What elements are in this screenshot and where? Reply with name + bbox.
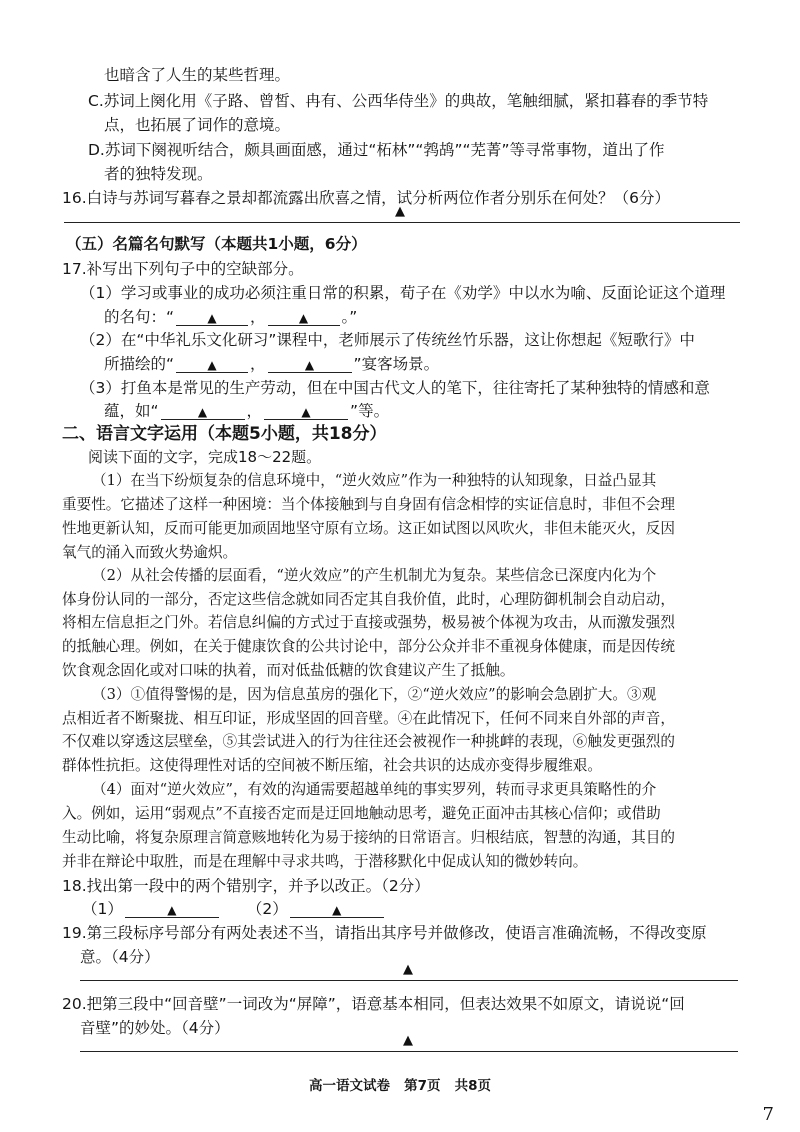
answer-marker: ▲ bbox=[395, 204, 405, 219]
answer-marker: ▲ bbox=[301, 405, 311, 419]
answer-marker: ▲ bbox=[332, 903, 342, 917]
q18-blanks bbox=[82, 898, 386, 920]
passage-intro: 阅读下面的文字，完成18～22题。 bbox=[88, 448, 322, 466]
passage-line: （4）面对“逆火效应”，有效的沟通需要超越单纯的事实罗列，转而寻求更具策略性的介 bbox=[92, 781, 657, 798]
passage-line: 饮食观念固化或对口味的执着，而对低盐低糖的饮食建议产生了抵触。 bbox=[62, 662, 515, 679]
part-2-title: 二、语言文字运用（本题5小题，共18分） bbox=[62, 424, 387, 444]
q17-2-prompt: （2）在“中华礼乐文化研习”课程中，老师展示了传统丝竹乐器，这让你想起《短歌行》中 bbox=[80, 331, 695, 349]
passage-line: 并非在辩论中取胜，而是在理解中寻求共鸣，于潜移默化中促成认知的微妙转向。 bbox=[62, 853, 588, 870]
option-d-line2: 者的独特发现。 bbox=[104, 165, 213, 183]
separator: ， bbox=[250, 308, 266, 326]
option-c-line1: C.苏词上阕化用《子路、曾皙、冉有、公西华侍坐》的典故，笔触细腻，紧扣暮春的季节特 bbox=[88, 92, 709, 110]
q18-label-1: （1） bbox=[82, 900, 123, 918]
q17-3-prompt: （3）打鱼本是常见的生产劳动，但在中国古代文人的笔下，往往寄托了某种独特的情感和意 bbox=[80, 379, 710, 397]
separator: ， bbox=[250, 355, 266, 373]
fill-blank[interactable] bbox=[264, 403, 348, 420]
answer-line-20[interactable] bbox=[80, 1051, 738, 1052]
fill-blank[interactable] bbox=[176, 356, 248, 373]
passage-line: （2）从社会传播的层面看，“逆火效应”的产生机制尤为复杂。某些信念已深度内化为个 bbox=[92, 567, 657, 584]
answer-marker: ▲ bbox=[207, 358, 217, 372]
fill-blank[interactable] bbox=[125, 901, 219, 918]
question-20-line1: 20.把第三段中“回音壁”一词改为“屏障”，语意基本相同，但表达效果不如原文，请说说“回 bbox=[62, 995, 685, 1013]
answer-marker: ▲ bbox=[167, 903, 177, 917]
passage-line: 点相近者不断聚拢、相互印证，形成坚固的回音壁。④在此情况下，任何不同来自外部的声音， bbox=[62, 710, 675, 727]
fill-blank[interactable] bbox=[161, 403, 245, 420]
page-footer: 高一语文试卷 第7页 共8页 bbox=[309, 1078, 491, 1094]
question-20-line2: 音壁”的妙处。（4分） bbox=[80, 1019, 230, 1037]
q17-3-blanks bbox=[104, 400, 389, 422]
passage-line: 氧气的涌入而致火势逾炽。 bbox=[62, 544, 238, 561]
option-d-line1: D.苏词下阕视听结合，颇具画面感，通过“柘林”“鹁鸪”“芜菁”等寻常事物，道出了作 bbox=[88, 141, 665, 159]
separator: ， bbox=[246, 402, 263, 420]
answer-marker: ▲ bbox=[403, 962, 413, 977]
option-b-continuation: 也暗含了人生的某些哲理。 bbox=[104, 66, 291, 84]
answer-marker: ▲ bbox=[304, 358, 315, 372]
q17-2-blanks bbox=[104, 353, 439, 375]
passage-line: 重要性。它描述了这样一种困境：当个体接触到与自身固有信念相悖的实证信息时，非但不会理 bbox=[62, 496, 675, 513]
passage-line: 不仅难以穿透这层壁垒，⑤其尝试进入的行为往往还会被视作一种挑衅的表现，⑥触发更强烈的 bbox=[62, 733, 675, 750]
question-16: 16.白诗与苏词写暮春之景却都流露出欣喜之情，试分析两位作者分别乐在何处？（6分） bbox=[62, 189, 671, 207]
q17-3-end: ”等。 bbox=[350, 402, 390, 420]
answer-marker: ▲ bbox=[298, 311, 309, 325]
q17-1-prompt: （1）学习或事业的成功必须注重日常的积累，荀子在《劝学》中以水为喻、反面论证这个道理 bbox=[80, 284, 726, 302]
passage-line: 入。例如，运用“弱观点”不直接否定而是迂回地触动思考，避免正面冲击其核心信仰；或借助 bbox=[62, 805, 661, 822]
passage-line: （3）①值得警惕的是，因为信息茧房的强化下，②“逆火效应”的影响会急剧扩大。③观 bbox=[92, 686, 657, 703]
q17-2-end: ”宴客场景。 bbox=[353, 355, 440, 373]
q17-1-lead: 的名句：“ bbox=[104, 308, 175, 326]
fill-blank[interactable] bbox=[176, 309, 248, 326]
question-19-line2: 意。（4分） bbox=[80, 948, 160, 966]
question-19-line1: 19.第三段标序号部分有两处表述不当，请指出其序号并做修改，使语言准确流畅，不得改变原 bbox=[62, 924, 707, 942]
answer-marker: ▲ bbox=[403, 1033, 413, 1048]
fill-blank[interactable] bbox=[268, 356, 352, 373]
passage-line: 性地更新认知，反而可能更加顽固地坚守原有立场。这正如试图以风吹火，非但未能灭火，反因 bbox=[62, 520, 675, 537]
answer-line-19[interactable] bbox=[80, 980, 738, 981]
passage-line: 群体性抗拒。这使得理性对话的空间被不断压缩，社会共识的达成亦变得步履维艰。 bbox=[62, 757, 602, 774]
q17-1-blanks bbox=[104, 306, 357, 328]
page-number: 7 bbox=[762, 1104, 774, 1125]
passage-line: 生动比喻，将复杂原理言简意赅地转化为易于接纳的日常语言。归根结底，智慧的沟通，其目的 bbox=[62, 829, 675, 846]
section-5-title: （五）名篇名句默写（本题共1小题，6分） bbox=[66, 235, 367, 253]
fill-blank[interactable] bbox=[268, 309, 340, 326]
question-17: 17.补写出下列句子中的空缺部分。 bbox=[62, 260, 304, 278]
answer-marker: ▲ bbox=[207, 311, 217, 325]
question-18: 18.找出第一段中的两个错别字，并予以改正。（2分） bbox=[62, 877, 430, 895]
passage-line: 的抵触心理。例如，在关于健康饮食的公共讨论中，部分公众并非不重视身体健康，而是因传统 bbox=[62, 638, 675, 655]
q17-2-lead: 所描绘的“ bbox=[104, 355, 175, 373]
passage-line: （1）在当下纷烦复杂的信息环境中，“逆火效应”作为一种独特的认知现象，日益凸显其 bbox=[92, 472, 657, 489]
passage-line: 将相左信息拒之门外。若信息纠偏的方式过于直接或强势，极易被个体视为攻击，从而激发强烈 bbox=[62, 614, 675, 631]
q17-3-lead: 蕴，如“ bbox=[104, 402, 159, 420]
answer-marker: ▲ bbox=[197, 405, 208, 419]
option-c-line2: 点，也拓展了词作的意境。 bbox=[104, 116, 291, 134]
passage-line: 体身份认同的一部分，否定这些信念就如同否定其自我价值，此时，心理防御机制会自动启动， bbox=[62, 591, 675, 608]
q18-label-2: （2） bbox=[246, 900, 288, 918]
fill-blank[interactable] bbox=[290, 901, 384, 918]
answer-line-16[interactable] bbox=[64, 222, 740, 223]
q17-1-end: 。” bbox=[341, 308, 358, 326]
